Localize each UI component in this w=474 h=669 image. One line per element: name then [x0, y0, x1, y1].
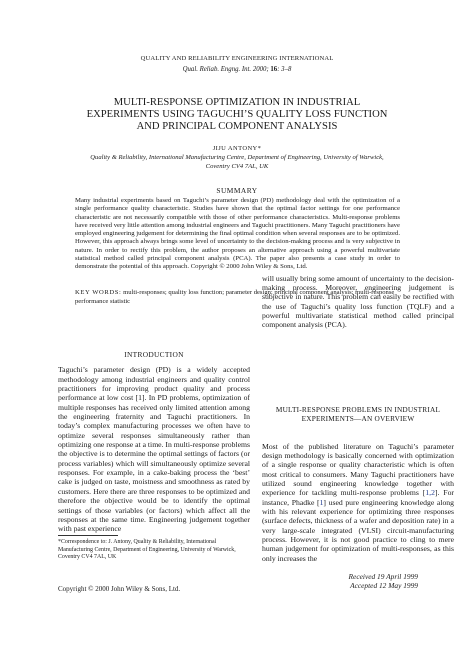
dates-block [349, 572, 418, 590]
citation-year: 2000; [252, 66, 269, 73]
overview-heading-line: MULTI-RESPONSE PROBLEMS IN INDUSTRIAL [275, 405, 441, 414]
accepted-date: Accepted 12 May 1999 [350, 581, 418, 591]
journal-citation [0, 66, 474, 73]
affiliation-line: Coventry CV4 7AL, UK [205, 162, 269, 170]
overview-text-part: ] used pure engineering knowledge along with his relevant experience for optimizing three responses (surface defects, thickness of a wafer and deposition rate) in a very large-scale integrated (VLSI) circuit-manufacturing process. However, it is not good practice to cling to mere human judgement for optimization of multi-responses, as this only increases the [262, 497, 454, 563]
citation-pages: : 3–8 [277, 66, 292, 73]
title-line: EXPERIMENTS USING TAGUCHI’S QUALITY LOSS FUNCTION [86, 109, 388, 121]
title-line: AND PRINCIPAL COMPONENT ANALYSIS [136, 121, 338, 133]
keywords-label: KEY WORDS: [75, 289, 122, 296]
journal-name: QUALITY AND RELIABILITY ENGINEERING INTERNATIONAL [140, 55, 334, 62]
citation-link[interactable]: 1,2 [425, 488, 435, 498]
footnote-divider [58, 535, 118, 536]
keywords-text: multi-responses; quality loss function; parameter design; principal component analysis; multi-response performance statistic [75, 289, 395, 305]
right-column-continuation: will usually bring some amount of uncertainty to the decision-making process. Moreover, engineering judgement is subjective in nature. This problem can easily be rectified with the use of Taguchi’s quality loss function (TQLF) and a powerful multivariate statistical method called principal component analysis (PCA). [262, 273, 454, 330]
introduction-text: Taguchi’s parameter design (PD) is a widely accepted methodology among industrial engineers and quality control practitioners for improving product quality and process performance at low cost [1]. In PD problems, optimization of multiple responses has received only limited attention among the engineering fraternity and Taguchi practitioners. In today’s complex manufacturing processes we often have to optimize several responses simultaneously rather than optimizing one response at a time. In multi-response problems the objective is to determine the optimal settings of factors (or process variables) which will simultaneously optimize several responses. For example, in a cake-baking process the ‘best’ cake is judged on taste, moistness and smoothness as rated by customers. Here there are three responses to be optimized and therefore the objective would be to identify the optimal settings of those variables (or factors) which affect all the responses at the same time. Engineering judgement together with past experience [58, 365, 250, 534]
affiliation-line: Quality & Reliability, International Manufacturing Centre, Department of Engineering, University of Warwick, [90, 154, 384, 161]
overview-text-part: Most of the published literature on Taguchi’s parameter design methodology is basically concerned with optimization of a single response or quality characteristic which is often most critical to consumers. Many Taguchi practitioners have utilized sound engineering knowledge together with experience for tackling multi-response problems [ [262, 441, 454, 498]
author-affiliation [80, 154, 394, 171]
received-date: Received 19 April 1999 [348, 572, 418, 581]
correspondence-footnote: *Correspondence to: J. Antony, Quality & Reliability, International Manufacturing Centre, Department of Engineering, University of Warwick, Coventry CV4 7AL, UK [58, 539, 236, 561]
overview-text [262, 442, 454, 563]
left-column [58, 350, 250, 534]
citation-journal: Qual. Reliab. Engng. Int. [182, 66, 252, 73]
overview-heading [262, 405, 454, 423]
introduction-heading: INTRODUCTION [124, 350, 184, 359]
citation-link[interactable]: 1 [319, 497, 324, 507]
summary-text: Many industrial experiments based on Taguchi’s parameter design (PD) methodology deal with the optimization of a single performance quality characteristic. Studies have shown that the optimal factor settings for one performance characteristic are not necessarily compatible with those of other performance characteristics. Multi-response problems have received very little attention among industrial engineers and Taguchi practitioners. Many Taguchi practitioners have employed engineering judgement for determining the final optimal condition when several responses are to be optimized. However, this approach always brings some level of uncertainty to the decision-making process and is very subjective in nature. In order to rectify this problem, the author proposes an alternative approach using a powerful multivariate statistical method called principal component analysis (PCA). The paper also presents a case study in order to demonstrate the potential of this approach. Copyright © 2000 John Wiley & Sons, Ltd. [75, 197, 400, 271]
article-title [40, 97, 434, 134]
author-name: JIJU ANTONY* [212, 145, 262, 152]
copyright-notice: Copyright © 2000 John Wiley & Sons, Ltd. [58, 585, 181, 593]
overview-heading-line: EXPERIMENTS—AN OVERVIEW [301, 414, 415, 423]
title-line: MULTI-RESPONSE OPTIMIZATION IN INDUSTRIAL [113, 97, 361, 108]
overview-text-part: ]. For instance, Phadke [ [262, 488, 454, 507]
citation-issue: 16 [270, 66, 278, 73]
summary-heading: SUMMARY [216, 186, 258, 195]
